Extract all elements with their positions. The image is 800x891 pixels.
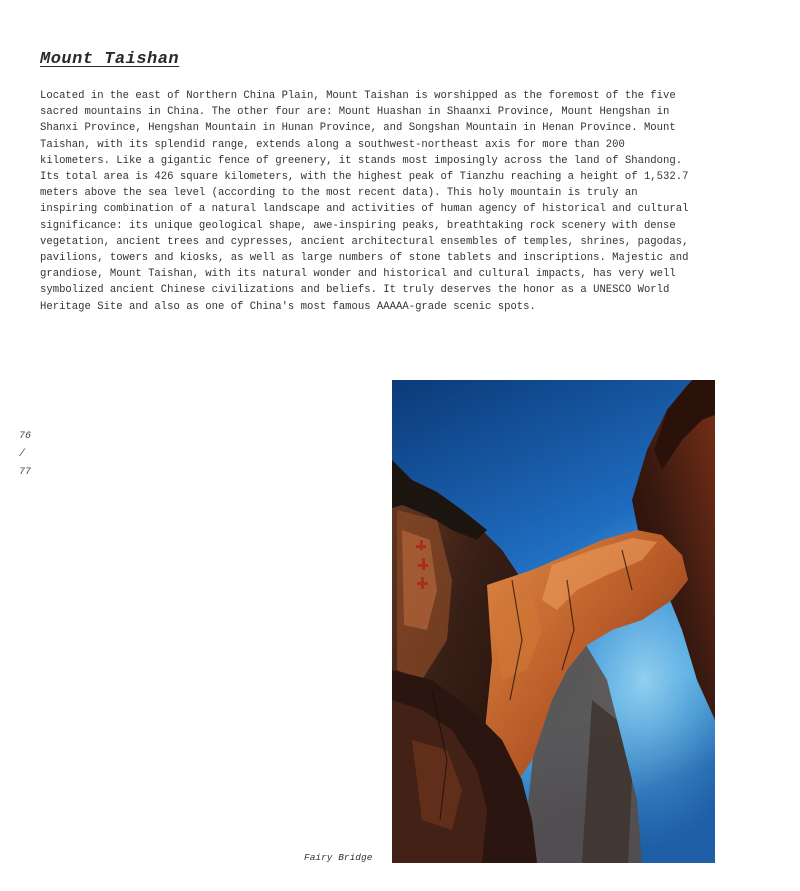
page-numbers [19, 428, 31, 482]
page-number-separator: / [19, 449, 26, 460]
page-number-right: 77 [19, 467, 32, 478]
article-title: Mount Taishan [40, 50, 180, 69]
article-body: Located in the east of Northern China Plain, Mount Taishan is worshipped as the foremost of the five sacred mountains in China. The other four are: Mount Huashan in Shaanxi Province, Mount Hengshan in Shanxi Province, Hengshan Mountain in Hunan Province, and Songshan Mountain in Henan Province. Mount Taishan, with its splendid range, extends along a southwest-northeast axis for more than 200 kilometers. Like a gigantic fence of greenery, it stands most imposingly across the land of Shandong. Its total area is 426 square kilometers, with the highest peak of Tianzhu reaching a height of 1,532.7 meters above the sea level (according to the most recent data). This holy mountain is truly an inspiring combination of a natural landscape and activities of human agency of historical and cultural significance: its unique geological shape, awe-inspiring peaks, breathtaking rock scenery with dense vegetation, ancient trees and cypresses, ancient architectural ensembles of temples, shrines, pagodas, pavilions, towers and kiosks, as well as large numbers of stone tablets and inscriptions. Majestic and grandiose, Mount Taishan, with its natural wonder and historical and cultural impacts, has very well symbolized ancient Chinese civilizations and beliefs. It truly deserves the honor as a UNESCO World Heritage Site and also as one of China's most famous AAAAA-grade scenic spots. [40, 90, 689, 313]
page-number-left: 76 [19, 431, 32, 442]
photo-caption: Fairy Bridge [304, 852, 373, 863]
fairy-bridge-photo [392, 380, 715, 863]
